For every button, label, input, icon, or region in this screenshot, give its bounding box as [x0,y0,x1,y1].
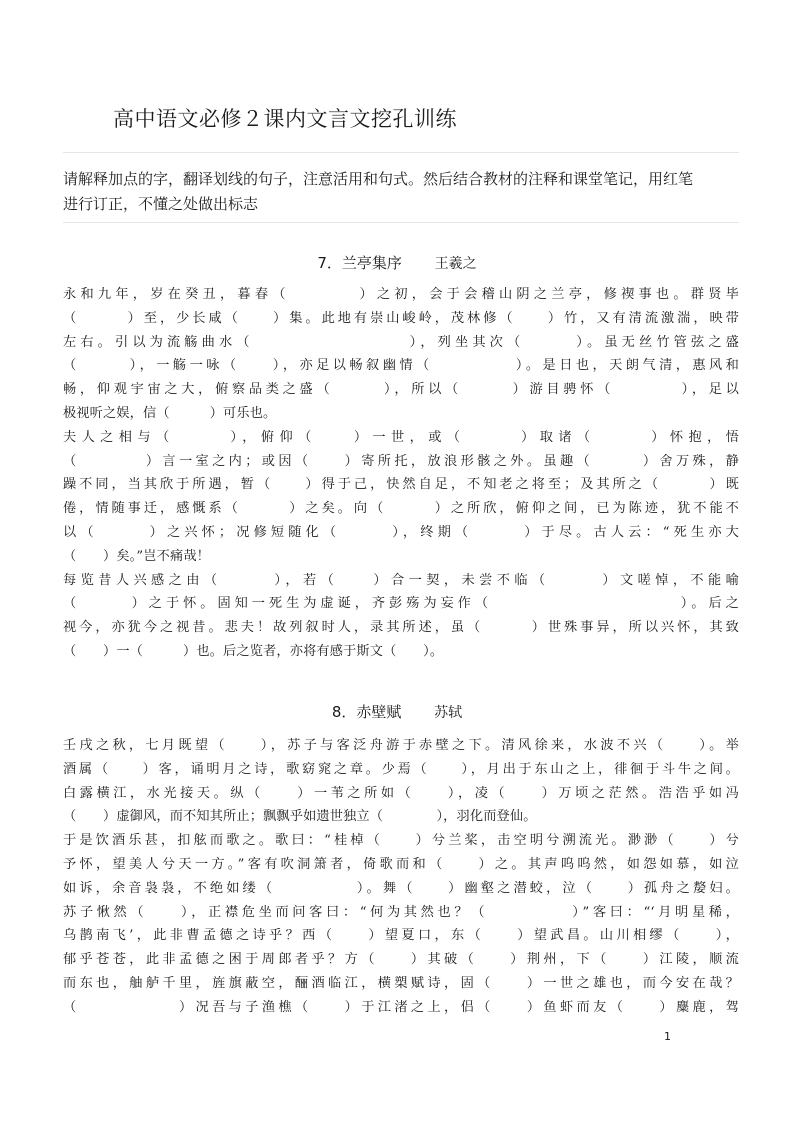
section-name: 8．赤壁赋 [331,703,402,721]
text-line: 酒属（ ）客，诵明月之诗，歌窈窕之章。少焉（ ），月出于东山之上，徘徊于斗牛之间。 [63,761,739,777]
text-line: 郁乎苍苍，此非孟德之困于周郎者乎？方（ ）其破（ ）荆州，下（ ）江陵，顺流 [63,952,739,968]
text-line: 苏子愀然（ ），正襟危坐而问客曰：“何为其然也？（ ）”客曰：“‘月明星稀， [63,904,739,920]
text-line: （ ）言一室之内；或因（ ）寄所托，放浪形骸之外。虽趣（ ）舍万殊，静 [63,453,739,469]
text-line: （ ）虚御风，而不知其所止；飘飘乎如遗世独立（ ），羽化而登仙。 [63,809,537,825]
text-line: （ ）一（ ）也。后之览者，亦将有感于斯文（ ）。 [63,643,444,659]
text-line: 视今，亦犹今之视昔。悲夫！故列叙时人，录其所述，虽（ ）世殊事异，所以兴怀，其致 [63,620,739,636]
text-line: （ ）至，少长咸（ ）集。此地有崇山峻岭，茂林修（ ）竹，又有清流激湍，映带 [63,310,739,326]
section-heading-lanting [0,252,794,273]
text-line: 而东也，舳舻千里，旌旗蔽空，酾酒临江，横槊赋诗，固（ ）一世之雄也，而今安在哉？ [63,975,739,991]
text-line: 每览昔人兴感之由（ ），若（ ）合一契，未尝不临（ ）文嗟悼，不能喻 [63,572,739,588]
instructions-line: 请解释加点的字，翻译划线的句子，注意活用和句式。然后结合教材的注释和课堂笔记，用红笔 [63,170,694,188]
section-heading-chibi [0,701,794,722]
text-line: 倦，情随事迁，感慨系（ ）之矣。向（ ）之所欣，俯仰之间，已为陈迹，犹不能不 [63,501,739,517]
text-line: 如诉，余音袅袅，不绝如缕（ ）。舞（ ）幽壑之潜蛟，泣（ ）孤舟之嫠妇。 [63,880,739,896]
instructions-divider [63,222,739,223]
instructions [63,167,739,217]
section-body-lanting [63,283,739,664]
text-line: 躁不同，当其欣于所遇，暂（ ）得于己，快然自足，不知老之将至；及其所之（ ）既 [63,477,739,493]
text-line: 左右。引以为流觞曲水（ ），列坐其次（ ）。虽无丝竹管弦之盛 [63,334,739,350]
page-number: 1 [664,1030,671,1043]
header-divider [63,152,739,153]
section-author: 王羲之 [434,256,477,272]
text-line: 予怀，望美人兮天一方。”客有吹洞箫者，倚歌而和（ ）之。其声呜呜然，如怨如慕，如泣 [63,856,739,872]
section-body-chibi [63,734,739,1020]
text-line: 夫人之相与（ ），俯仰（ ）一世，或（ ）取诸（ ）怀抱，悟 [63,429,739,445]
text-line: 乌鹊南飞’，此非曹孟德之诗乎？西（ ）望夏口，东（ ）望武昌。山川相缪（ ）， [63,928,739,944]
text-line: 畅，仰观宇宙之大，俯察品类之盛（ ），所以（ ）游目骋怀（ ），足以 [63,382,739,398]
section-name: 7．兰亭集序 [317,254,402,272]
text-line: 白露横江，水光接天。纵（ ）一苇之所如（ ），凌（ ）万顷之茫然。浩浩乎如冯 [63,785,739,801]
text-line: 以（ ）之兴怀；况修短随化（ ），终期（ ）于尽。古人云：“死生亦大 [63,524,739,540]
text-line: 极视听之娱，信（ ）可乐也。 [63,405,277,421]
text-line: （ ）况吾与子渔樵（ ）于江渚之上，侣（ ）鱼虾而友（ ）麋鹿，驾 [63,999,739,1015]
text-line: （ ）之于怀。固知一死生为虚诞，齐彭殇为妄作（ ）。后之 [63,596,739,612]
text-line: 永和九年，岁在癸丑，暮春（ ）之初，会于会稽山阴之兰亭，修禊事也。群贤毕 [63,287,739,302]
section-author: 苏轼 [434,705,463,721]
text-line: （ ）矣。”岂不痛哉！ [63,548,211,564]
text-line: 壬戌之秋，七月既望（ ），苏子与客泛舟游于赤壁之下。清风徐来，水波不兴（ ）。举 [63,738,739,753]
page-title: 高中语文必修２课内文言文挖孔训练 [113,107,457,131]
text-line: 于是饮酒乐甚，扣舷而歌之。歌曰：“桂棹（ ）兮兰桨，击空明兮溯流光。渺渺（ ）兮 [63,833,739,849]
instructions-line: 进行订正，不懂之处做出标志 [63,195,259,213]
text-line: （ ），一觞一咏（ ），亦足以畅叙幽情（ ）。是日也，天朗气清，惠风和 [63,358,739,374]
